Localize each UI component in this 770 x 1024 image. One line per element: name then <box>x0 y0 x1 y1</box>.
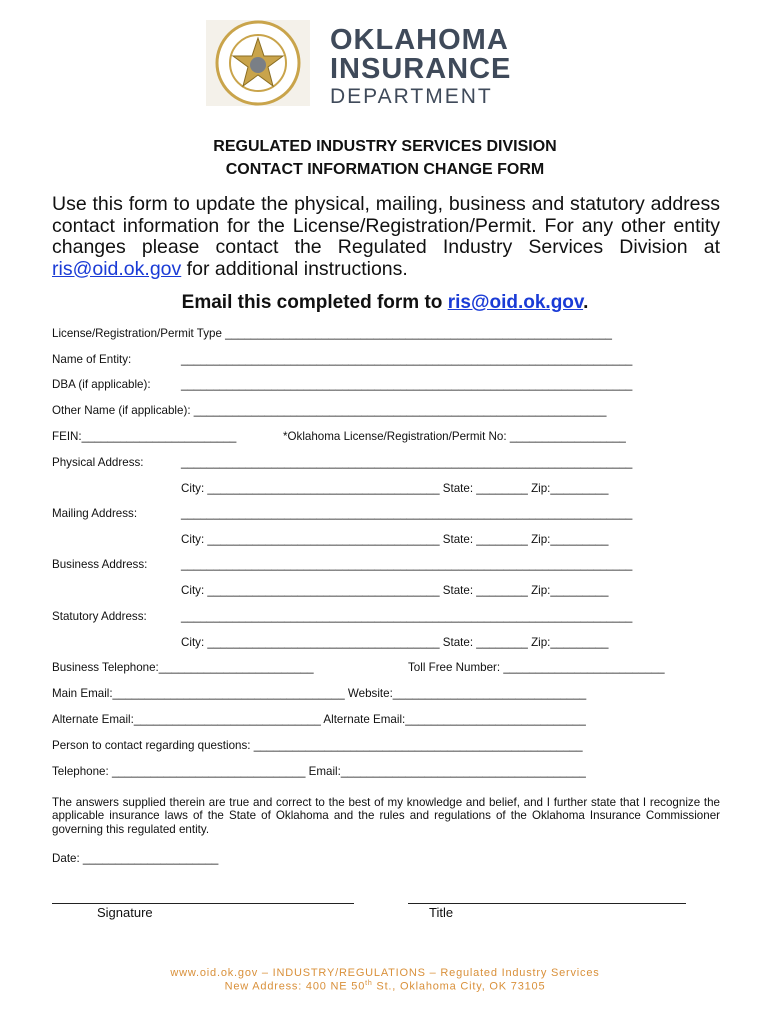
department-seal <box>206 20 310 106</box>
signature-label: Signature <box>97 905 153 920</box>
mailing-city-state-zip[interactable]: City: ____________________________________ State: ________ Zip:_________ <box>181 533 609 546</box>
email-instruction-suffix: . <box>583 292 589 313</box>
telephone-email-field[interactable]: Telephone: ______________________________ Email:______________________________________ <box>52 765 586 778</box>
fein-field[interactable]: FEIN:________________________ <box>52 430 237 443</box>
physical-address-field[interactable]: ______________________________________________________________________ <box>181 456 633 469</box>
business-address-label: Business Address: <box>52 558 148 571</box>
physical-address-label: Physical Address: <box>52 456 144 469</box>
logo-line-oklahoma: OKLAHOMA <box>330 24 509 56</box>
license-type-field[interactable]: License/Registration/Permit Type ____________________________________________________________ <box>52 327 613 340</box>
logo-line-department: DEPARTMENT <box>330 85 493 108</box>
entity-name-field[interactable]: ______________________________________________________________________ <box>181 353 633 366</box>
intro-paragraph <box>52 194 720 280</box>
intro-text-end: for additional instructions. <box>181 257 408 280</box>
signature-line[interactable] <box>52 903 354 904</box>
alternate-emails-field[interactable]: Alternate Email:_____________________________ Alternate Email:____________________________ <box>52 713 586 726</box>
business-address-field[interactable]: ______________________________________________________________________ <box>181 558 633 571</box>
title-line[interactable] <box>408 903 686 904</box>
other-name-field[interactable]: Other Name (if applicable): ________________________________________________________________ <box>52 404 607 417</box>
department-logo <box>330 26 511 107</box>
license-number-field[interactable]: *Oklahoma License/Registration/Permit No: __________________ <box>283 430 626 443</box>
footer-address-line <box>0 980 770 993</box>
title-label: Title <box>429 905 454 920</box>
toll-free-field[interactable]: Toll Free Number: _________________________ <box>408 661 665 674</box>
form-heading-division: REGULATED INDUSTRY SERVICES DIVISION <box>213 138 557 155</box>
attestation-statement: The answers supplied therein are true and correct to the best of my knowledge and belief, and I further state that I recognize the applicable insurance laws of the State of Oklahoma and the rules and regulations of the Oklahoma Insurance Commissioner governing this regulated entity. <box>52 796 720 836</box>
footer-address-a: New Address: 400 NE 50 <box>224 980 366 993</box>
email-instruction-prefix: Email this completed form to <box>181 292 448 313</box>
footer-address-sup: th <box>365 980 373 987</box>
email-instruction <box>0 292 770 314</box>
mailing-address-label: Mailing Address: <box>52 507 138 520</box>
statutory-address-field[interactable]: ______________________________________________________________________ <box>181 610 633 623</box>
email-instruction-link[interactable]: ris@oid.ok.gov <box>447 292 584 313</box>
footer-website-line: www.oid.ok.gov – INDUSTRY/REGULATIONS – Regulated Industry Services <box>170 967 600 979</box>
intro-text: Use this form to update the physical, mailing, business and statutory address contact information for the License/Registration/Permit. For any other entity changes please contact the Regulated Industry Services Division at <box>52 193 720 258</box>
business-city-state-zip[interactable]: City: ____________________________________ State: ________ Zip:_________ <box>181 584 609 597</box>
date-field[interactable]: Date: _____________________ <box>52 852 219 865</box>
physical-city-state-zip[interactable]: City: ____________________________________ State: ________ Zip:_________ <box>181 482 609 495</box>
footer-address-b: St., Oklahoma City, OK 73105 <box>372 980 546 993</box>
form-heading-title: CONTACT INFORMATION CHANGE FORM <box>225 161 545 178</box>
statutory-address-label: Statutory Address: <box>52 610 147 623</box>
dba-label: DBA (if applicable): <box>52 378 151 391</box>
business-telephone-field[interactable]: Business Telephone:________________________ <box>52 661 314 674</box>
mailing-address-field[interactable]: ______________________________________________________________________ <box>181 507 633 520</box>
statutory-city-state-zip[interactable]: City: ____________________________________ State: ________ Zip:_________ <box>181 636 609 649</box>
entity-name-label: Name of Entity: <box>52 353 132 366</box>
main-email-website-field[interactable]: Main Email:____________________________________ Website:______________________________ <box>52 687 587 700</box>
intro-email-link[interactable]: ris@oid.ok.gov <box>52 257 182 280</box>
contact-person-field[interactable]: Person to contact regarding questions: ___________________________________________________ <box>52 739 583 752</box>
dba-field[interactable]: ______________________________________________________________________ <box>181 378 633 391</box>
logo-line-insurance: INSURANCE <box>330 53 512 85</box>
